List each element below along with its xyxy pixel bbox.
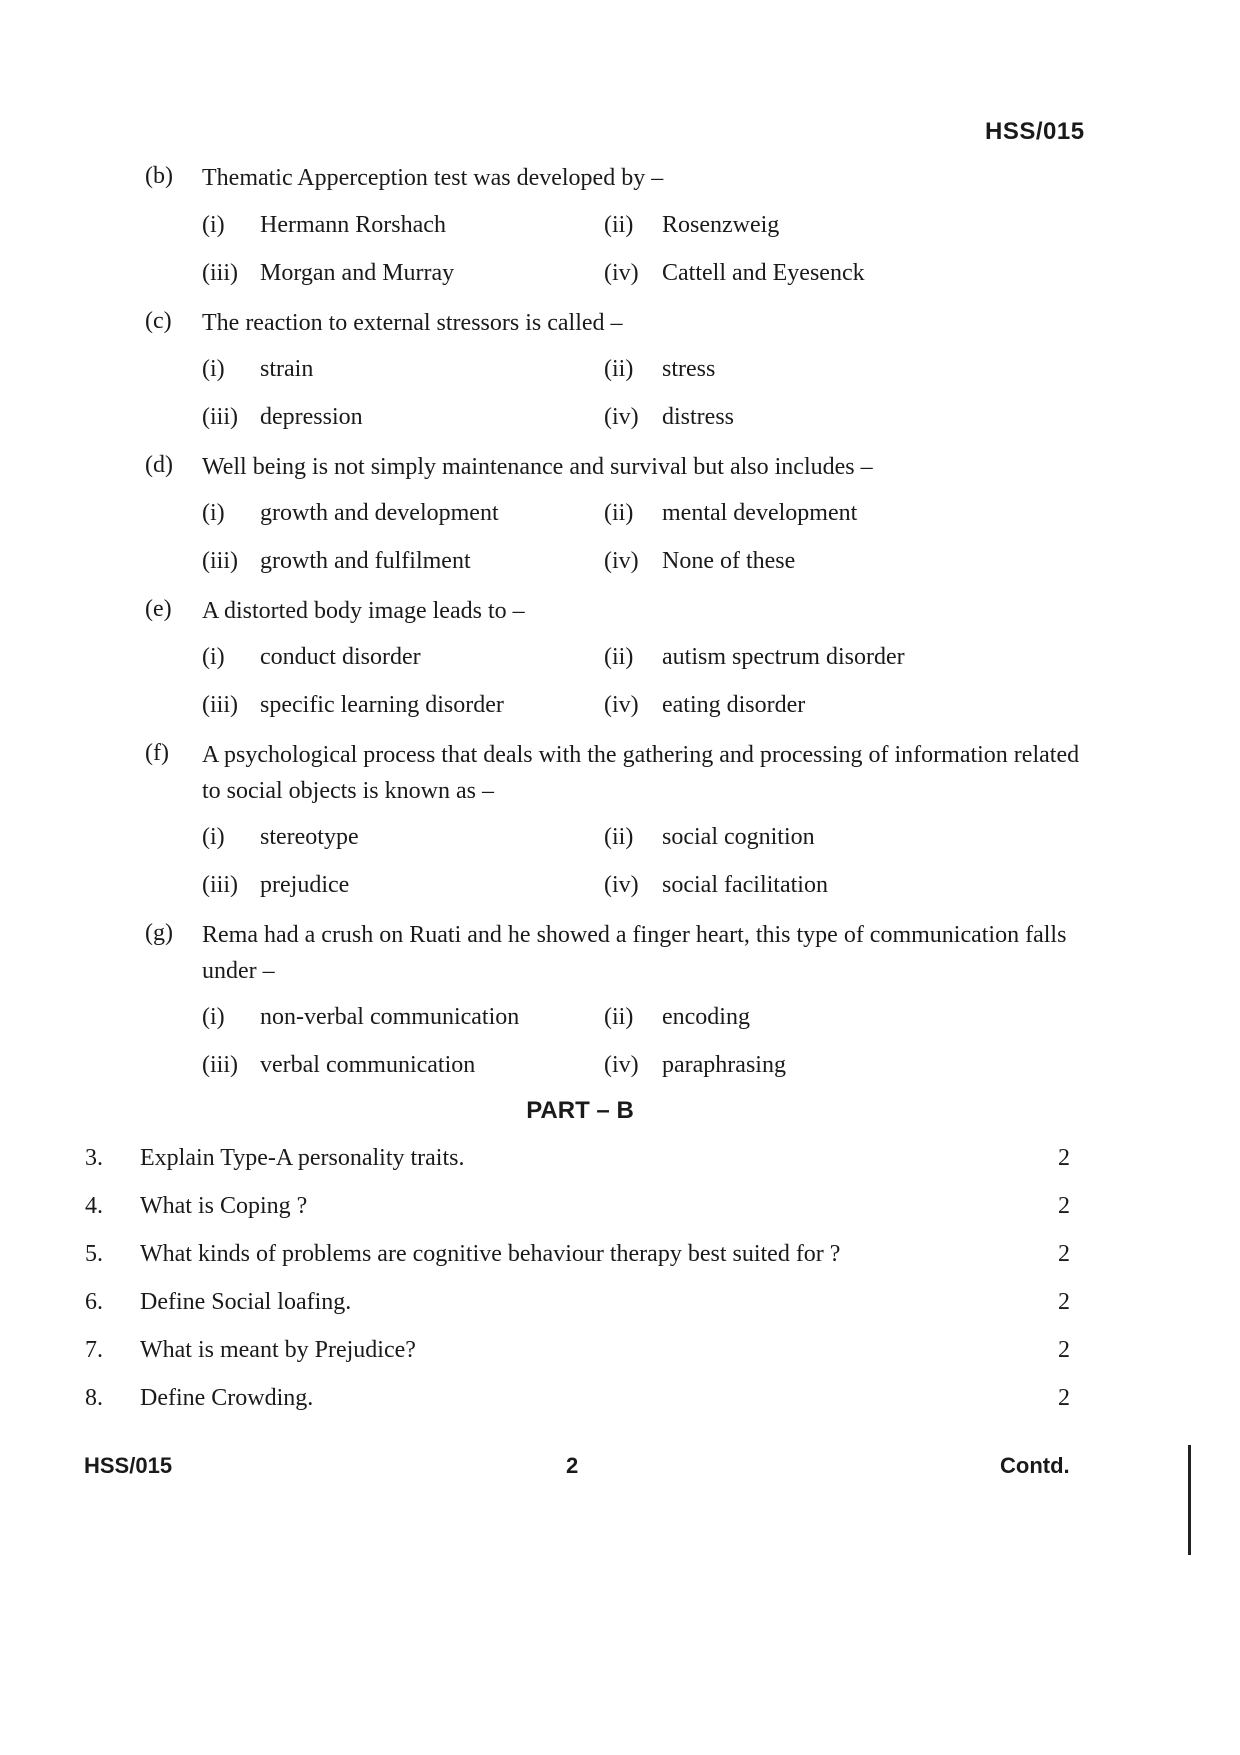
item-text: Define Social loafing. xyxy=(140,1289,352,1315)
question-label: (g) xyxy=(145,920,173,946)
option-number: (i) xyxy=(202,1004,225,1030)
item-marks: 2 xyxy=(1058,1289,1070,1315)
option-text: depression xyxy=(260,404,363,430)
option-number: (iv) xyxy=(604,1052,639,1078)
item-text: What kinds of problems are cognitive behaviour therapy best suited for ? xyxy=(140,1241,841,1267)
item-marks: 2 xyxy=(1058,1193,1070,1219)
option-text: social facilitation xyxy=(662,872,828,898)
item-number: 5. xyxy=(85,1241,103,1267)
continued-label: Contd. xyxy=(1000,1453,1070,1478)
option-text: Hermann Rorshach xyxy=(260,212,446,238)
option-text: stereotype xyxy=(260,824,359,850)
option-number: (iii) xyxy=(202,548,238,574)
question-label: (c) xyxy=(145,308,172,334)
option-text: Morgan and Murray xyxy=(260,260,455,286)
option-text: verbal communication xyxy=(260,1052,476,1078)
option-number: (iii) xyxy=(202,692,238,718)
option-text: Cattell and Eyesenck xyxy=(662,260,865,286)
option-text: social cognition xyxy=(662,824,815,850)
question-text: The reaction to external stressors is called – xyxy=(202,310,623,336)
question-label: (b) xyxy=(145,163,173,189)
option-number: (iv) xyxy=(604,548,639,574)
footer-paper-code: HSS/015 xyxy=(84,1453,173,1478)
option-number: (iii) xyxy=(202,872,238,898)
option-text: Rosenzweig xyxy=(662,212,780,238)
option-number: (ii) xyxy=(604,356,634,382)
option-text: strain xyxy=(260,356,314,382)
option-number: (iv) xyxy=(604,692,639,718)
option-number: (ii) xyxy=(604,212,634,238)
header-paper-code: HSS/015 xyxy=(985,118,1085,145)
option-number: (i) xyxy=(202,644,225,670)
option-text: autism spectrum disorder xyxy=(662,644,905,670)
question-label: (e) xyxy=(145,596,172,622)
option-text: None of these xyxy=(662,548,796,574)
item-number: 7. xyxy=(85,1337,103,1363)
option-number: (iv) xyxy=(604,404,639,430)
option-text: distress xyxy=(662,404,734,430)
item-marks: 2 xyxy=(1058,1385,1070,1411)
option-number: (ii) xyxy=(604,1004,634,1030)
option-number: (i) xyxy=(202,212,225,238)
item-marks: 2 xyxy=(1058,1241,1070,1267)
option-number: (ii) xyxy=(604,824,634,850)
question-text: A psychological process that deals with the gathering and processing of information related to social objects is known as – xyxy=(202,742,1080,804)
question-label: (f) xyxy=(145,740,169,766)
option-number: (iii) xyxy=(202,260,238,286)
item-text: What is Coping ? xyxy=(140,1193,308,1219)
option-text: prejudice xyxy=(260,872,350,898)
item-number: 3. xyxy=(85,1145,103,1171)
item-marks: 2 xyxy=(1058,1145,1070,1171)
item-number: 4. xyxy=(85,1193,103,1219)
option-number: (iii) xyxy=(202,404,238,430)
option-text: growth and fulfilment xyxy=(260,548,471,574)
option-number: (ii) xyxy=(604,644,634,670)
option-number: (i) xyxy=(202,824,225,850)
option-text: encoding xyxy=(662,1004,750,1030)
option-number: (i) xyxy=(202,356,225,382)
option-text: conduct disorder xyxy=(260,644,421,670)
item-marks: 2 xyxy=(1058,1337,1070,1363)
option-number: (ii) xyxy=(604,500,634,526)
option-text: paraphrasing xyxy=(662,1052,786,1078)
item-text: Define Crowding. xyxy=(140,1385,314,1411)
question-text: Rema had a crush on Ruati and he showed a finger heart, this type of communication falls under – xyxy=(202,922,1067,984)
option-number: (iv) xyxy=(604,260,639,286)
option-number: (i) xyxy=(202,500,225,526)
option-text: specific learning disorder xyxy=(260,692,504,718)
page-number: 2 xyxy=(566,1453,579,1478)
item-number: 6. xyxy=(85,1289,103,1315)
question-text: A distorted body image leads to – xyxy=(202,598,525,624)
option-text: eating disorder xyxy=(662,692,806,718)
item-number: 8. xyxy=(85,1385,103,1411)
item-text: What is meant by Prejudice? xyxy=(140,1337,416,1363)
scan-edge-line xyxy=(1188,1445,1191,1555)
option-text: growth and development xyxy=(260,500,499,526)
item-text: Explain Type-A personality traits. xyxy=(140,1145,465,1171)
option-text: non-verbal communication xyxy=(260,1004,520,1030)
question-text: Thematic Apperception test was developed by – xyxy=(202,165,664,191)
option-number: (iv) xyxy=(604,872,639,898)
question-text: Well being is not simply maintenance and survival but also includes – xyxy=(202,454,873,480)
option-text: stress xyxy=(662,356,716,382)
part-b-title: PART – B xyxy=(526,1097,634,1124)
option-text: mental development xyxy=(662,500,858,526)
option-number: (iii) xyxy=(202,1052,238,1078)
question-label: (d) xyxy=(145,452,173,478)
